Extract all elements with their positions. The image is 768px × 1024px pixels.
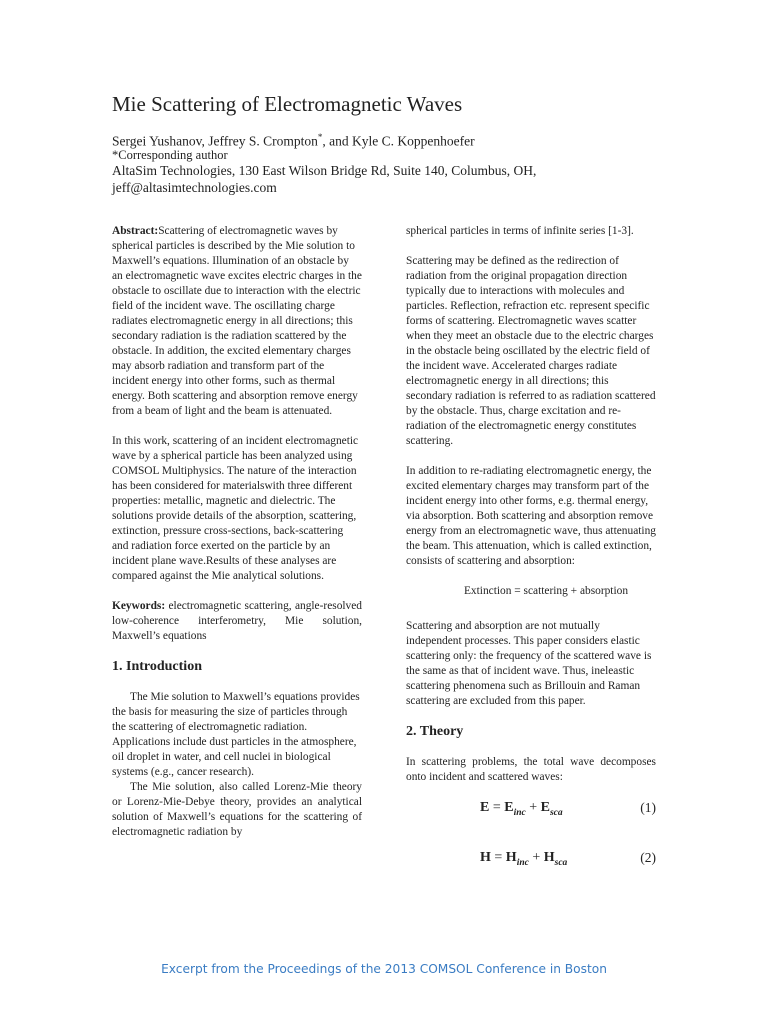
extinction-equation: Extinction = scattering + absorption: [463, 585, 629, 597]
equation-1-number: (1): [640, 800, 656, 815]
author-list: [112, 130, 475, 149]
proceedings-footer: Excerpt from the Proceedings of the 2013 COMSOL Conference in Boston: [161, 962, 607, 976]
paper-title: Mie Scattering of Electromagnetic Waves: [112, 92, 463, 116]
affiliation: AltaSim Technologies, 130 East Wilson Bridge Rd, Suite 140, Columbus, OH,: [112, 163, 537, 178]
elastic-scattering-paragraph: Scattering and absorption are not mutually independent processes. This paper considers elastic scattering only: the frequency of the scattered wave is the same as that of incident wave. Thus, ineleastic scattering phenomena such as Brillouin and Raman scattering are excluded from this paper.: [406, 620, 652, 707]
intro-paragraph-1: The Mie solution to Maxwell’s equations provides the basis for measuring the size of particles through the scattering of electromagnetic radiation. Applications include dust particles in the atmosphere, oil droplet in water, and cell nuclei in biological systems (e.g., cancer research).: [112, 691, 360, 778]
equation-2-body: $H = H_{inc} + H_{sca}$: [480, 850, 568, 868]
keywords-text: electromagnetic scattering, angle-resolved low-coherence interferometry, Mie solution, Maxwell’s equations: [112, 600, 362, 642]
intro-paragraph-2: The Mie solution, also called Lorenz-Mie theory or Lorenz-Mie-Debye theory, provides an analytical solution of Maxwell’s equations for the scattering of electromagnetic radiation by: [112, 781, 362, 838]
left-column: [112, 224, 362, 855]
continuation-paragraph: spherical particles in terms of infinite series [1-3].: [406, 225, 634, 237]
right-column: [406, 224, 656, 900]
corresponding-mark: *: [317, 132, 323, 142]
keywords-label: Keywords:: [112, 600, 166, 612]
corresponding-author-note: *Corresponding author: [112, 148, 228, 162]
authors-part1: Sergei Yushanov, Jeffrey S. Crompton: [112, 133, 318, 149]
scattering-definition: Scattering may be defined as the redirection of radiation from the original propagation direction typically due to interactions with molecules and particles. Reflection, refraction etc. represent specific forms of scattering. Electromagnetic waves scatter when they meet an obstacle due to the electric charges in the obstacle being oscillated by the electric field of the incident wave. Accelerated charges radiate electromagnetic energy in all directions; this secondary radiation is referred to as radiation scattered by the obstacle. Thus, charge excitation and re-radiation of the electromagnetic energy constitutes scattering.: [406, 255, 656, 447]
equation-2-number: (2): [640, 850, 656, 865]
theory-paragraph: In scattering problems, the total wave decomposes onto incident and scattered waves:: [406, 756, 656, 783]
section-heading-theory: 2. Theory: [406, 724, 464, 739]
keywords: [112, 599, 362, 644]
authors-part2: , and Kyle C. Koppenhoefer: [322, 133, 475, 149]
reradiation-paragraph: In addition to re-radiating electromagnetic energy, the excited elementary charges may transform part of the incident energy into other forms, e.g. thermal energy, via absorption. Both scattering and absorption remove energy from an electromagnetic wave, thus attenuating the beam. This attenuation, which is called extinction, consists of scattering and absorption:: [406, 465, 656, 567]
work-paragraph: In this work, scattering of an incident electromagnetic wave by a spherical particle has been analyzed using COMSOL Multiphysics. The nature of the interaction has been considered for materialswith three different properties: metallic, magnetic and dielectric. The solutions provide details of the absorption, scattering, extinction, pressure cross-sections, back-scattering and radiation force exerted on the particle by an incident plane wave.Results of these analyses are compared against the Mie analytical solutions.: [112, 435, 359, 582]
abstract-text: Scattering of electromagnetic waves by spherical particles is described by the Mie solution to Maxwell’s equations. Illumination of an obstacle by an electromagnetic wave excites electric charges in the obstacle to oscillate due to interaction with the electric field of the incident wave. The oscillating charge radiates electromagnetic energy in all directions; this secondary radiation is the radiation scattered by the obstacle. In addition, the excited elementary charges may absorb radiation and transform part of the incident energy into other forms, such as thermal energy. Both scattering and absorption remove energy from a beam of light and the beam is attenuated.: [112, 225, 362, 417]
equation-1-body: $E = E_{inc} + E_{sca}$: [480, 800, 563, 818]
equation-2: [406, 850, 656, 872]
section-heading-introduction: 1. Introduction: [112, 659, 202, 674]
abstract-label: Abstract:: [112, 225, 159, 237]
abstract: [112, 224, 362, 419]
equation-1: [406, 800, 656, 822]
author-email: jeff@altasimtechnologies.com: [112, 180, 277, 195]
